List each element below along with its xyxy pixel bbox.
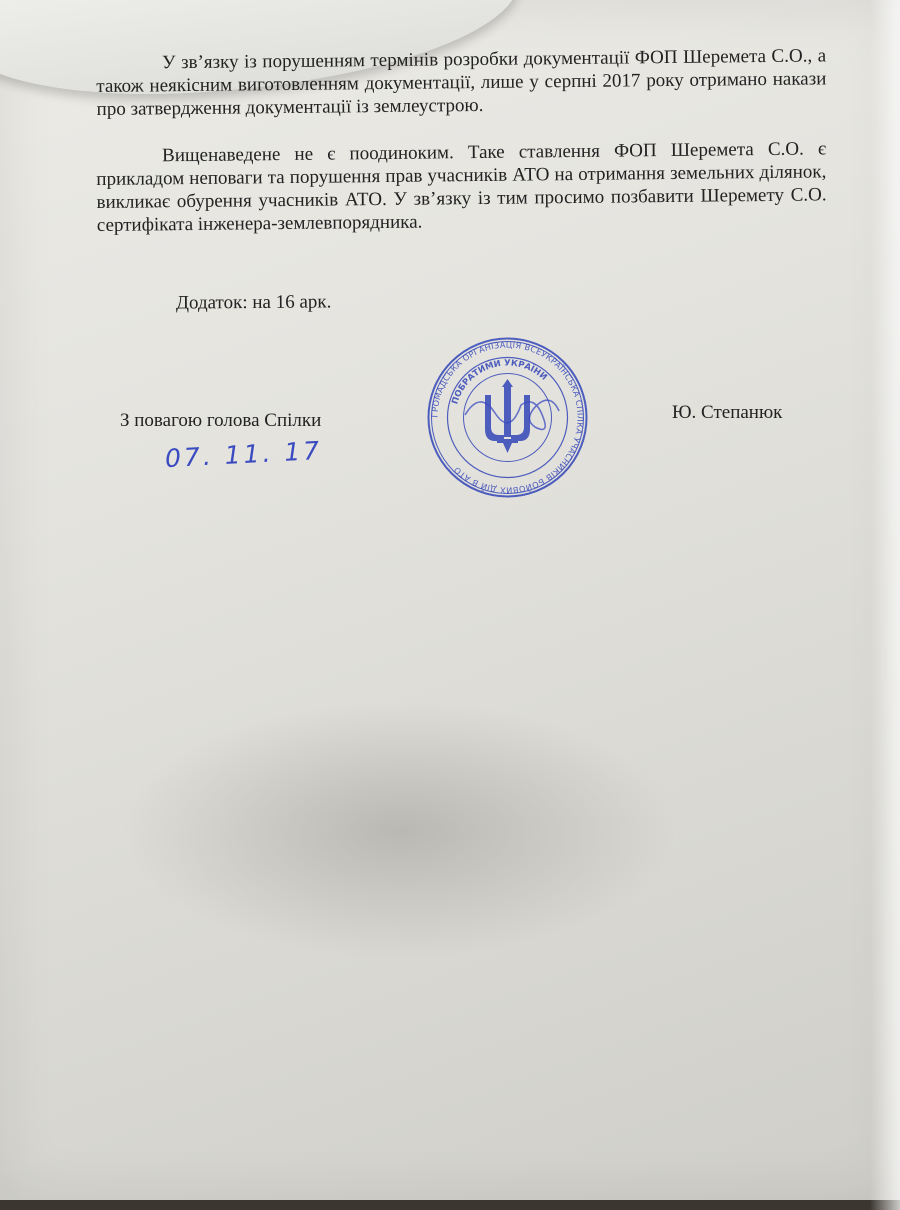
page-edge [870,0,900,1210]
organization-seal [425,335,590,500]
trident-icon [485,379,530,453]
seal-inner-text: ПОБРАТИМИ УКРАЇНИ [450,358,549,406]
attachment-note: Додаток: на 16 арк. [175,291,332,314]
paragraph-1 [96,44,827,121]
signature-scribble [465,400,559,429]
signature-label: З повагою голова Спілки [120,410,322,431]
paragraph-1-text: У зв’язку із порушенням термінів розробки документації ФОП Шеремета С.О., а також неякісним виготовленням документації, лише у серпні 2017 року отримано накази про затвердження документації із землеустрою. [96,45,827,120]
handwritten-date: 07. 11. 17 [164,435,323,474]
seal-icon [425,335,590,500]
photo-shadow [120,700,680,960]
paragraph-2-text: Вищенаведене не є поодиноким. Таке ставлення ФОП Шеремета С.О. є прикладом неповаги та порушення прав учасників АТО на отримання земельних ділянок, викликає обурення учасників АТО. У зв’язку із тим просимо позбавити Шеремету С.О. сертифіката інженера-землевпорядника. [96,138,827,236]
signatory-name: Ю. Степанюк [672,402,783,423]
paragraph-2 [96,137,827,237]
seal-outer-text: ГРОМАДСЬКА ОРГАНІЗАЦІЯ ВСЕУКРАЇНСЬКА СПІЛКА УЧАСНИКІВ БОЙОВИХ ДІЙ В АТО [429,339,586,496]
